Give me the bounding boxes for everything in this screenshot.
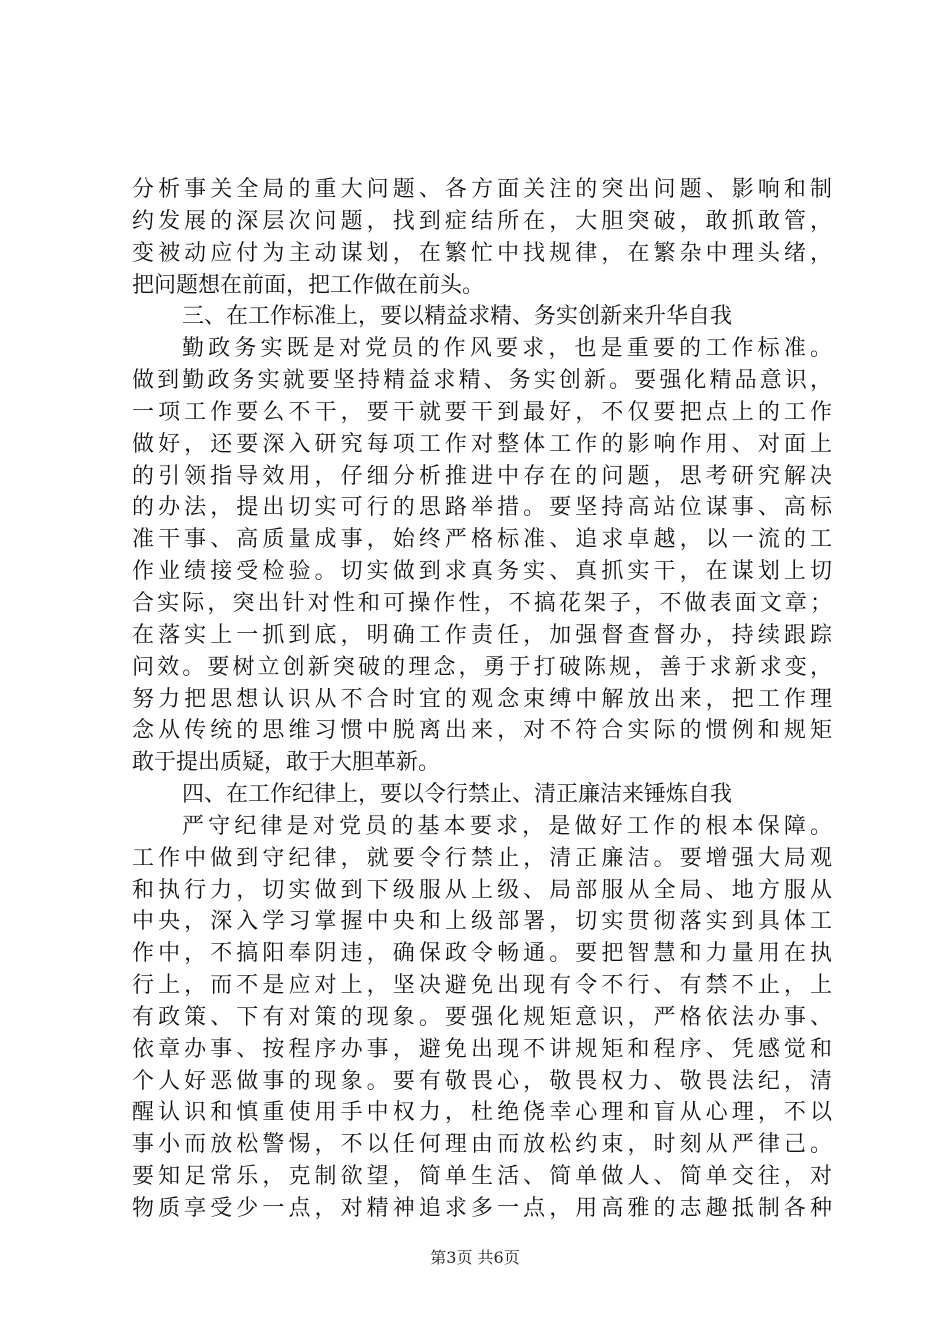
text-line: 有政策、下有对策的现象。要强化规矩意识，严格依法办事、 (132, 1004, 832, 1030)
text-line: 严守纪律是对党员的基本要求，是做好工作的根本保障。 (182, 813, 832, 839)
text-line: 事小而放松警惕，不以任何理由而放松约束，时刻从严律己。 (132, 1132, 832, 1158)
section-heading: 三、在工作标准上，要以精益求精、务实创新来升华自我 (182, 304, 733, 330)
text-line: 敢于提出质疑，敢于大胆革新。 (132, 750, 441, 776)
text-line: 做好，还要深入研究每项工作对整体工作的影响作用、对面上 (132, 431, 832, 457)
text-line: 把问题想在前面，把工作做在前头。 (132, 272, 485, 298)
section-heading: 四、在工作纪律上，要以令行禁止、清正廉洁来锤炼自我 (182, 782, 733, 808)
text-line: 个人好恶做事的现象。要有敬畏心，敬畏权力、敬畏法纪，清 (132, 1068, 832, 1094)
text-line: 物质享受少一点，对精神追求多一点，用高雅的志趣抵制各种 (132, 1196, 832, 1221)
text-line: 中央，深入学习掌握中央和上级部署，切实贯彻落实到具体工 (132, 909, 832, 935)
text-line: 约发展的深层次问题，找到症结所在，大胆突破，敢抓敢管， (132, 208, 832, 234)
text-line: 的引领指导效用，仔细分析推进中存在的问题，思考研究解决 (132, 463, 832, 489)
text-line: 在落实上一抓到底，明确工作责任，加强督查督办，持续跟踪 (132, 622, 832, 648)
text-line: 一项工作要么不干，要干就要干到最好，不仅要把点上的工作 (132, 399, 832, 425)
text-line: 醒认识和慎重使用手中权力，杜绝侥幸心理和盲从心理，不以 (132, 1100, 832, 1126)
text-line: 做到勤政务实就要坚持精益求精、务实创新。要强化精品意识， (132, 368, 832, 394)
text-line: 勤政务实既是对党员的作风要求，也是重要的工作标准。 (182, 336, 832, 362)
text-line: 变被动应付为主动谋划，在繁忙中找规律，在繁杂中理头绪， (132, 240, 832, 266)
document-body (132, 174, 832, 1225)
text-line: 作业绩接受检验。切实做到求真务实、真抓实干，在谋划上切 (132, 559, 832, 585)
text-line: 作中，不搞阳奉阴违，确保政令畅通。要把智慧和力量用在执 (132, 941, 832, 967)
text-line: 合实际，突出针对性和可操作性，不搞花架子，不做表面文章； (132, 590, 832, 616)
text-line: 努力把思想认识从不合时宜的观念束缚中解放出来，把工作理 (132, 686, 832, 712)
text-line: 依章办事、按程序办事，避免出现不讲规矩和程序、凭感觉和 (132, 1036, 832, 1062)
text-line: 和执行力，切实做到下级服从上级、局部服从全局、地方服从 (132, 877, 832, 903)
text-line: 分析事关全局的重大问题、各方面关注的突出问题、影响和制 (132, 177, 832, 202)
text-line: 行上，而不是应对上，坚决避免出现有令不行、有禁不止，上 (132, 973, 832, 999)
page-footer: 第3页 共6页 (430, 1248, 520, 1267)
text-line: 工作中做到守纪律，就要令行禁止，清正廉洁。要增强大局观 (132, 845, 832, 871)
text-line: 的办法，提出切实可行的思路举措。要坚持高站位谋事、高标 (132, 495, 832, 521)
text-line: 问效。要树立创新突破的理念，勇于打破陈规，善于求新求变， (132, 654, 832, 680)
text-line: 准干事、高质量成事，始终严格标准、追求卓越，以一流的工 (132, 527, 832, 553)
text-line: 念从传统的思维习惯中脱离出来，对不符合实际的惯例和规矩 (132, 718, 832, 744)
text-line: 要知足常乐，克制欲望，简单生活、简单做人、简单交往，对 (132, 1164, 832, 1190)
